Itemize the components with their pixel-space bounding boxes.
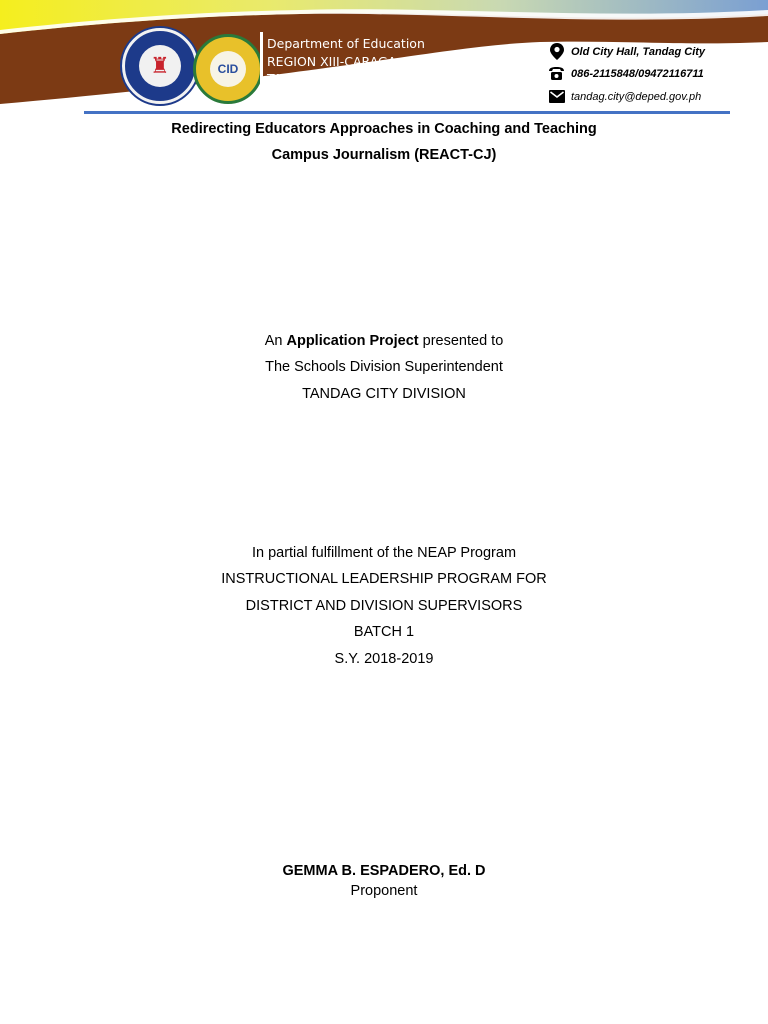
presentation-prefix: An: [264, 333, 287, 349]
presentation-line-2: The Schools Division Superintendent: [265, 359, 503, 375]
fulfillment-line-3: DISTRICT AND DIVISION SUPERVISORS: [245, 598, 523, 614]
location-pin-icon: [548, 43, 565, 60]
proponent-name: GEMMA B. ESPADERO, Ed. D: [282, 863, 486, 879]
title-line-2: Campus Journalism (REACT-CJ): [271, 147, 497, 163]
fulfillment-line-2: INSTRUCTIONAL LEADERSHIP PROGRAM FOR: [221, 571, 547, 587]
contact-email: [548, 88, 701, 105]
header-rule: [84, 111, 730, 114]
deped-seal: [122, 28, 198, 104]
fulfillment-line-4: BATCH 1: [353, 624, 415, 640]
agency-block: [267, 35, 425, 88]
mail-icon: [548, 88, 565, 105]
fulfillment-line-1: In partial fulfillment of the NEAP Program: [251, 545, 517, 561]
presentation-line-1: [0, 332, 768, 350]
application-project-label: Application Project: [286, 333, 419, 349]
agency-region: REGION XIII-CARAGA: [267, 53, 397, 69]
title-line-1: Redirecting Educators Approaches in Coaching and Teaching: [171, 121, 597, 137]
fulfillment-line-5: S.Y. 2018-2019: [334, 651, 434, 667]
header-divider: [260, 32, 263, 94]
address-text: Old City Hall, Tandag City: [571, 45, 706, 58]
cid-seal-emblem: CID: [210, 51, 246, 87]
agency-division: TANDAG CITY DIVISION: [267, 71, 411, 86]
presentation-suffix: presented to: [418, 333, 504, 349]
cid-seal: [193, 34, 263, 104]
email-text: tandag.city@deped.gov.ph: [571, 90, 702, 103]
contact-address: [548, 43, 705, 60]
agency-department: Department of Education: [267, 36, 425, 51]
telephone-icon: [548, 65, 565, 82]
phone-text: 086-2115848/09472116711: [571, 67, 704, 80]
torch-icon: ♜: [150, 53, 170, 78]
contact-phone: [548, 65, 704, 82]
deped-seal-emblem: [139, 45, 181, 87]
presentation-line-3: TANDAG CITY DIVISION: [302, 386, 466, 402]
proponent-role: Proponent: [350, 883, 418, 899]
